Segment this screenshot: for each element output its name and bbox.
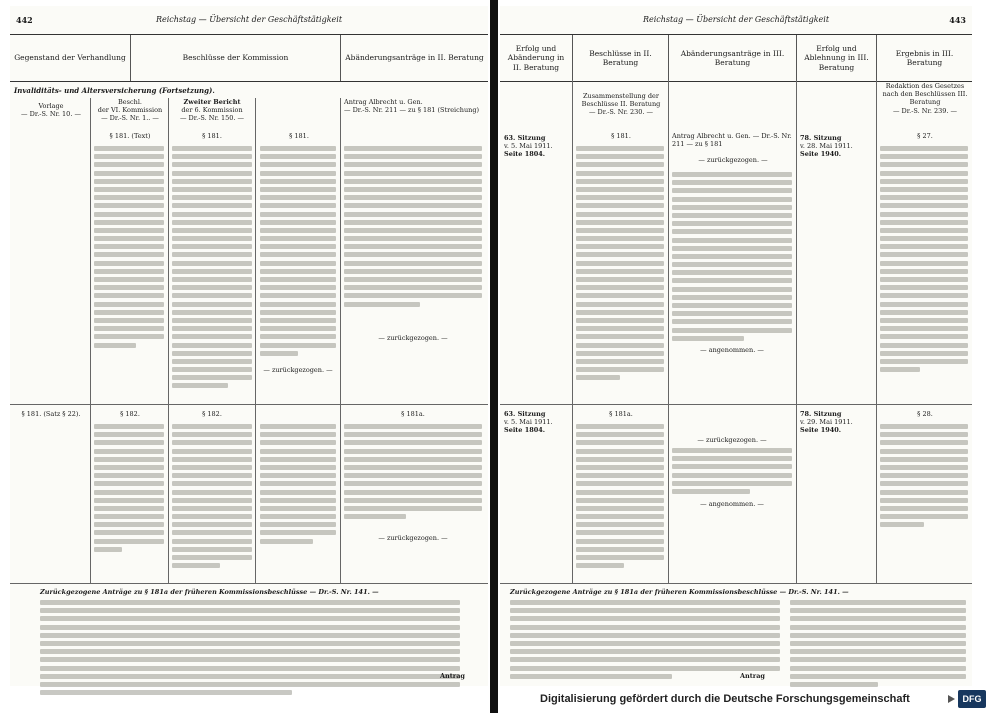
col5-body-text-2 (344, 424, 482, 522)
col3-head-ref: — Dr.-S. Nr. 150. — (179, 114, 245, 123)
sitting-page: Seite 1804. (504, 426, 546, 435)
col4-body-text-2 (260, 424, 336, 547)
col4-head (344, 98, 484, 114)
row-rule (10, 404, 488, 405)
rcol5-head-ref: — Dr.-S. Nr. 239. — (892, 106, 958, 115)
withdrawn-label: — zurückgezogen. — (697, 436, 767, 444)
accepted-label: — angenommen. — (700, 346, 764, 354)
left-header-amendments: Abänderungsanträge in II. Beratung (340, 35, 488, 81)
sitting-info (504, 134, 570, 159)
rcol3-body-text (672, 172, 792, 344)
sitting-info (800, 410, 874, 435)
sitting-page: Seite 1940. (800, 426, 842, 435)
col4-body-text (260, 146, 336, 359)
col4-head-ref: — Dr.-S. Nr. 211 — zu § 181 (Streichung) (344, 106, 480, 115)
col-rule (90, 98, 91, 583)
rcol2-paragraph: § 181. (611, 132, 631, 140)
accepted-label: — angenommen. — (700, 500, 764, 508)
sitting-page: Seite 1940. (800, 150, 842, 159)
col2-body-text-2 (94, 424, 164, 555)
left-bottom-title: Zurückgezogene Anträge zu § 181a der früheren Kommissionsbeschlüsse — Dr.-S. Nr. 141. — (40, 588, 379, 596)
col3-paragraph-2: § 182. (202, 410, 222, 418)
col1-head-title: Vorlage (38, 102, 64, 110)
row-rule (500, 583, 972, 584)
col2-paragraph: § 181. (Text) (109, 132, 151, 140)
left-header-resolutions: Beschlüsse der Kommission (130, 35, 340, 81)
col-rule (572, 80, 573, 583)
col5-body-text (344, 146, 482, 310)
col2-head-ref: — Dr.-S. Nr. 1.. — (101, 114, 159, 123)
col4-head-title: Antrag Albrecht u. Gen. (344, 98, 423, 106)
right-header-resolutions-2: Beschlüsse in II. Beratung (572, 35, 668, 81)
rcol2-head-title: Zusammenstellung der Beschlüsse II. Beratung (581, 92, 661, 109)
left-header-row (10, 34, 488, 82)
rcol2-body-text-2 (576, 424, 664, 571)
sitting-date: v. 28. Mai 1911. (800, 142, 853, 151)
col-rule (255, 98, 256, 583)
col1-head-ref: — Dr.-S. Nr. 10. — (21, 110, 81, 119)
rcol2-head-ref: — Dr.-S. Nr. 230. — (588, 108, 654, 117)
right-bottom-signature: Antrag (740, 672, 765, 680)
rcol2-body-text (576, 146, 664, 383)
rcol5-head-title: Redaktion des Gesetzes nach den Beschlüssen III. Beratung (882, 82, 968, 107)
right-header-amendments-3: Abänderungsanträge in III. Beratung (668, 35, 796, 81)
sitting-date: v. 5. Mai 1911. (504, 418, 553, 427)
left-page-number: 442 (16, 15, 33, 25)
rcol3-body-text-2 (672, 448, 792, 497)
rcol2-head (576, 92, 666, 117)
book-gutter (490, 0, 498, 713)
col2-head (94, 98, 166, 123)
sitting-date: v. 5. Mai 1911. (504, 142, 553, 151)
col-rule (340, 98, 341, 583)
right-header-row (500, 34, 972, 82)
col1-head (14, 102, 88, 118)
right-page (500, 6, 972, 686)
right-running-head (500, 12, 972, 28)
right-header-outcome-2: Erfolg und Abänderung in II. Beratung (507, 43, 565, 72)
right-running-title: Reichstag — Übersicht der Geschäftstätigkeit (642, 15, 830, 24)
right-bottom-text-right (790, 600, 966, 690)
rcol5-paragraph-2: § 28. (917, 410, 933, 418)
rcol5-paragraph: § 27. (917, 132, 933, 140)
sitting-page: Seite 1804. (504, 150, 546, 159)
left-page (10, 6, 488, 686)
row-rule (500, 404, 972, 405)
col2-body-text (94, 146, 164, 351)
col4-paragraph-2: § 181a. (401, 410, 425, 418)
withdrawn-label: — zurückgezogen. — (698, 156, 768, 164)
col3-body-text (172, 146, 252, 392)
rcol5-head (880, 82, 970, 115)
col2-head-sub: der VI. Kommission (97, 106, 163, 115)
col2-paragraph-2: § 182. (120, 410, 140, 418)
sitting-date: v. 29. Mai 1911. (800, 418, 853, 427)
withdrawn-label: — zurückgezogen. — (263, 366, 333, 374)
left-section-title: Invaliditäts- und Altersversicherung (Fortsetzung). (14, 86, 215, 95)
left-running-title: Reichstag — Übersicht der Geschäftstätigkeit (155, 15, 343, 24)
col2-head-title: Beschl. (118, 98, 142, 106)
col3-head-sub: der 6. Kommission (181, 106, 243, 115)
right-header-outcome-3: Erfolg und Ablehnung in III. Beratung (796, 35, 876, 81)
sitting-info (800, 134, 874, 159)
col3-body-text-2 (172, 424, 252, 571)
right-page-number: 443 (949, 15, 966, 25)
left-bottom-text (40, 600, 460, 698)
left-bottom-signature: Antrag (440, 672, 465, 680)
sitting-number: 63. Sitzung (504, 410, 546, 418)
dfg-logo[interactable]: DFG (958, 690, 986, 708)
rcol2-paragraph-2: § 181a. (609, 410, 633, 418)
sitting-number: 63. Sitzung (504, 134, 546, 142)
col-rule (796, 80, 797, 583)
col3-head (172, 98, 252, 123)
motion-text: Antrag Albrecht u. Gen. — Dr.-S. Nr. 211 — zu § 181 (672, 132, 792, 149)
digitization-footer: Digitalisierung gefördert durch die Deutsche Forschungsgemeinschaft (540, 693, 910, 705)
row-rule (10, 583, 488, 584)
right-bottom-title: Zurückgezogene Anträge zu § 181a der früheren Kommissionsbeschlüsse — Dr.-S. Nr. 141. — (510, 588, 849, 596)
left-header-subject: Gegenstand der Verhandlung (14, 53, 126, 63)
withdrawn-label: — zurückgezogen. — (378, 534, 448, 542)
sitting-number: 78. Sitzung (800, 134, 842, 142)
col-rule (668, 80, 669, 583)
arrow-icon (948, 695, 955, 703)
col3-paragraph: § 181. (202, 132, 222, 140)
col3-head-title: Zweiter Bericht (183, 98, 241, 106)
rcol5-body-text-2 (880, 424, 968, 530)
sitting-info (504, 410, 570, 435)
col1-paragraph-2: § 181. (Satz § 22). (21, 410, 81, 418)
col-rule (876, 80, 877, 583)
right-header-result-3: Ergebnis in III. Beratung (876, 35, 972, 81)
rcol5-body-text (880, 146, 968, 375)
right-bottom-text-left (510, 600, 780, 682)
left-running-head (10, 12, 488, 28)
withdrawn-label: — zurückgezogen. — (378, 334, 448, 342)
col-rule (168, 98, 169, 583)
sitting-number: 78. Sitzung (800, 410, 842, 418)
col4-paragraph: § 181. (289, 132, 309, 140)
